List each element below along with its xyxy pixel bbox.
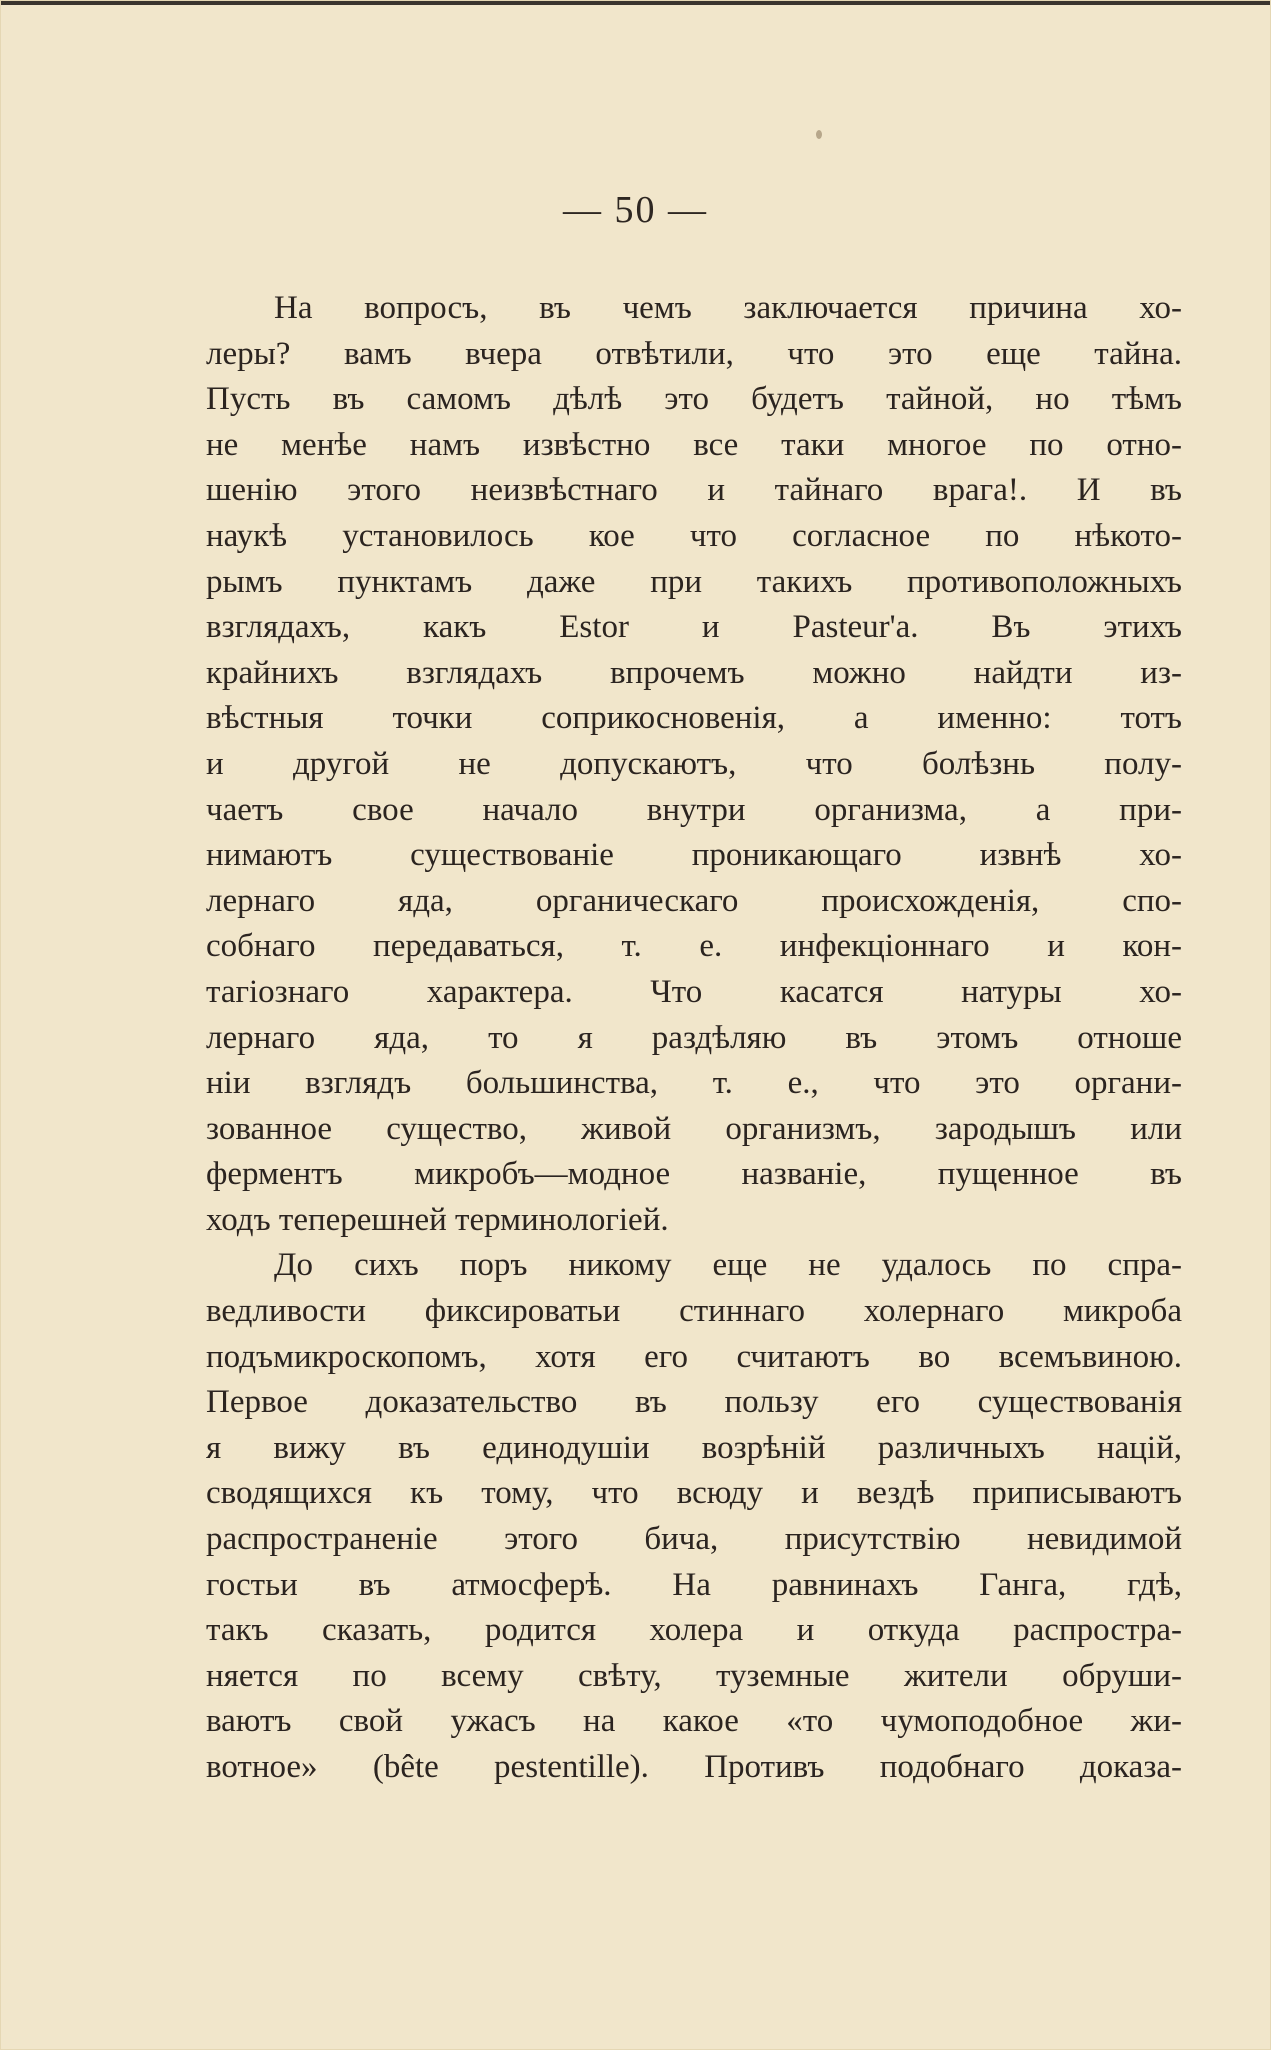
text-line: шенію этого неизвѣстнаго и тайнаго врага!. И въ: [206, 472, 1182, 509]
paper-speck: [816, 130, 822, 139]
text-line: такъ сказать, родится холера и откуда распростра-: [206, 1612, 1182, 1649]
text-line: ніи взглядъ большинства, т. е., что это органи-: [206, 1065, 1182, 1102]
text-line: нимаютъ существованіе проникающаго извнѣ хо-: [206, 837, 1182, 874]
text-line: подъмикроскопомъ, хотя его считаютъ во всемъвиною.: [206, 1338, 1182, 1375]
text-line: Пусть въ самомъ дѣлѣ это будетъ тайной, но тѣмъ: [206, 381, 1182, 418]
text-line: ваютъ свой ужасъ на какое «то чумоподобное жи-: [206, 1703, 1182, 1740]
text-line: крайнихъ взглядахъ впрочемъ можно найдти из-: [206, 654, 1182, 691]
text-line: тагіознаго характера. Что касатся натуры хо-: [206, 973, 1182, 1010]
text-line: гостьи въ атмосферѣ. На равнинахъ Ганга, гдѣ,: [206, 1566, 1182, 1603]
text-line: На вопросъ, въ чемъ заключается причина хо-: [274, 290, 1182, 326]
text-line: няется по всему свѣту, туземные жители обруши-: [206, 1657, 1182, 1694]
text-line: леры? вамъ вчера отвѣтили, что это еще тайна.: [206, 335, 1182, 372]
text-line: Первое доказательство въ пользу его существованія: [206, 1384, 1182, 1421]
text-line: лернаго яда, то я раздѣляю въ этомъ отноше: [206, 1019, 1182, 1056]
body-text: [206, 286, 1182, 1791]
text-line: взглядахъ, какъ Estor и Pasteur'а. Въ этихъ: [206, 609, 1182, 646]
text-line: я вижу въ единодушіи возрѣній различныхъ націй,: [206, 1429, 1182, 1466]
text-line: не менѣе намъ извѣстно все таки многое по отно-: [206, 426, 1182, 463]
text-line: ферментъ микробъ—модное названіе, пущенное въ: [206, 1156, 1182, 1193]
text-line: распространеніе этого бича, присутствію невидимой: [206, 1521, 1182, 1558]
text-line: вѣстныя точки соприкосновенія, а именно: тотъ: [206, 700, 1182, 737]
text-line: и другой не допускаютъ, что болѣзнь полу-: [206, 745, 1182, 782]
text-line: вотное» (bête pestentille). Противъ подобнаго доказа-: [206, 1749, 1182, 1785]
text-line: чаетъ свое начало внутри организма, а при-: [206, 791, 1182, 828]
text-line: лернаго яда, органическаго происхожденія, спо-: [206, 882, 1182, 919]
text-line: сводящихся къ тому, что всюду и вездѣ приписываютъ: [206, 1475, 1182, 1512]
text-line: наукѣ установилось кое что согласное по нѣкото-: [206, 517, 1182, 554]
text-line: ходъ теперешней терминологіей.: [206, 1201, 669, 1238]
text-line: зованное существо, живой организмъ, зародышъ или: [206, 1110, 1182, 1147]
page-number: — 50 —: [563, 189, 708, 231]
text-line: рымъ пунктамъ даже при такихъ противоположныхъ: [206, 563, 1182, 600]
top-border-rule: [0, 0, 1271, 5]
text-line: До сихъ поръ никому еще не удалось по спра-: [274, 1247, 1182, 1284]
text-line: ведливости фиксироватьи стиннаго холернаго микроба: [206, 1293, 1182, 1330]
text-line: собнаго передаваться, т. е. инфекціоннаго и кон-: [206, 928, 1182, 965]
